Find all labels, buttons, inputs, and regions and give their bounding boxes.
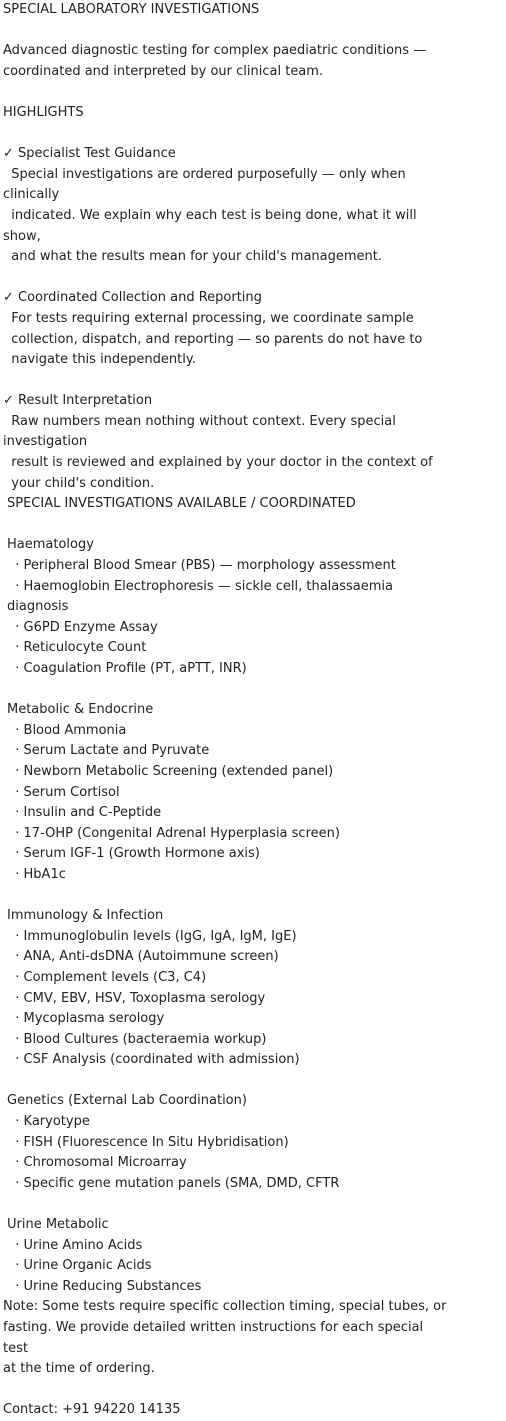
highlights-heading: HIGHLIGHTS: [3, 104, 84, 120]
test-item: diagnosis: [7, 599, 69, 615]
test-item: · Newborn Metabolic Screening (extended panel): [7, 763, 334, 779]
test-item: · Karyotype: [7, 1114, 90, 1130]
test-item: · Serum Cortisol: [7, 784, 120, 800]
test-item: · Serum Lactate and Pyruvate: [7, 743, 210, 759]
investigations-heading: SPECIAL INVESTIGATIONS AVAILABLE / COORDINATED: [7, 496, 356, 512]
test-item: · Serum IGF-1 (Growth Hormone axis): [7, 846, 260, 862]
group-name: Immunology & Infection: [7, 908, 164, 924]
highlight-line: navigate this independently.: [3, 352, 196, 368]
test-item: · ANA, Anti-dsDNA (Autoimmune screen): [7, 949, 279, 965]
test-item: · Peripheral Blood Smear (PBS) — morphology assessment: [7, 558, 396, 574]
test-item: · Urine Organic Acids: [7, 1258, 152, 1274]
highlight-line: Raw numbers mean nothing without context. Every special: [3, 413, 396, 429]
test-item: · Reticulocyte Count: [7, 640, 147, 656]
highlight-line: result is reviewed and explained by your doctor in the context of: [3, 455, 433, 471]
investigations-section: [3, 494, 506, 1297]
test-item: · CMV, EBV, HSV, Toxoplasma serology: [7, 990, 266, 1006]
highlight-line: collection, dispatch, and reporting — so parents do not have to: [3, 331, 423, 347]
intro-line: coordinated and interpreted by our clinical team.: [3, 63, 324, 79]
test-item: · FISH (Fluorescence In Situ Hybridisation): [7, 1134, 289, 1150]
test-item: · Coagulation Profile (PT, aPTT, INR): [7, 661, 247, 676]
page-title: SPECIAL LABORATORY INVESTIGATIONS: [3, 2, 260, 17]
test-item: · Mycoplasma serology: [7, 1011, 165, 1027]
intro-line: Advanced diagnostic testing for complex paediatric conditions —: [3, 43, 427, 59]
group-name: Haematology: [7, 537, 94, 553]
highlight-title: ✓ Coordinated Collection and Reporting: [3, 290, 262, 306]
group-name: Genetics (External Lab Coordination): [7, 1093, 247, 1109]
highlight-line: Special investigations are ordered purposefully — only when: [3, 166, 406, 182]
group-name: Metabolic & Endocrine: [7, 702, 154, 718]
highlight-line: indicated. We explain why each test is being done, what it will: [3, 207, 417, 223]
test-item: · HbA1c: [7, 866, 66, 882]
note-line: at the time of ordering.: [3, 1361, 155, 1377]
note-line: test: [3, 1340, 28, 1356]
test-item: · 17-OHP (Congenital Adrenal Hyperplasia screen): [7, 825, 340, 841]
group-name: Urine Metabolic: [7, 1217, 109, 1233]
highlight-title: ✓ Result Interpretation: [3, 393, 153, 409]
highlight-line: show,: [3, 228, 41, 244]
test-item: · Specific gene mutation panels (SMA, DMD, CFTR: [7, 1175, 340, 1191]
test-item: · Haemoglobin Electrophoresis — sickle cell, thalassaemia: [7, 578, 394, 594]
contact-line: Contact: +91 94220 14135: [3, 1402, 181, 1418]
test-item: · Immunoglobulin levels (IgG, IgA, IgM, IgE): [7, 928, 297, 944]
test-item: · Blood Cultures (bacteraemia workup): [7, 1031, 267, 1047]
highlight-line: For tests requiring external processing, we coordinate sample: [3, 310, 414, 326]
highlight-title: ✓ Specialist Test Guidance: [3, 146, 176, 162]
test-item: · Blood Ammonia: [7, 722, 127, 738]
note-line: Note: Some tests require specific collection timing, special tubes, or: [3, 1299, 447, 1315]
test-item: · Complement levels (C3, C4): [7, 969, 207, 985]
test-item: · G6PD Enzyme Assay: [7, 619, 158, 635]
test-item: · CSF Analysis (coordinated with admission): [7, 1052, 300, 1068]
note-line: fasting. We provide detailed written instructions for each special: [3, 1320, 424, 1335]
highlight-line: and what the results mean for your child's management.: [3, 249, 382, 265]
highlight-line: your child's condition.: [3, 475, 155, 491]
test-item: · Chromosomal Microarray: [7, 1155, 187, 1171]
highlight-line: investigation: [3, 434, 88, 450]
test-item: · Insulin and C-Peptide: [7, 805, 162, 821]
highlight-line: clinically: [3, 187, 60, 203]
test-item: · Urine Reducing Substances: [7, 1278, 202, 1294]
test-item: · Urine Amino Acids: [7, 1237, 143, 1253]
